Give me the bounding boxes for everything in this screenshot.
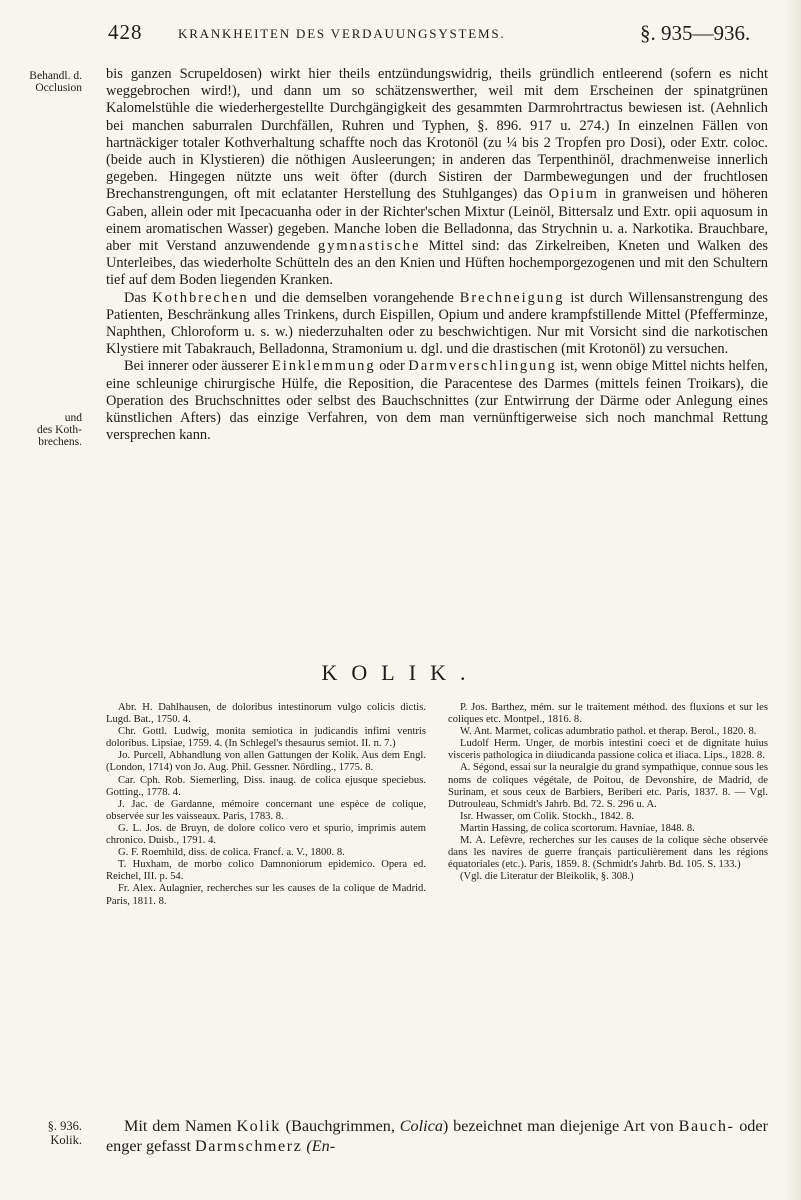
margin-note-kothbrechen: und des Koth- brechens. [36,412,82,448]
bibliography-right-column [448,702,768,908]
bibliography-entry: Martin Hassing, de colica scortorum. Havniae, 1848. 8. [460,822,695,834]
bibliography-entry: Ludolf Herm. Unger, de morbis intestini coeci et de dignitate huius visceris pathologica in diiudicanda passione colica et iliaca. Lips., 1828. 8. [448,738,768,762]
paragraph-treatment: bis ganzen Scrupeldosen) wirkt hier theils entzündungswidrig, theils gründlich entleerend (sofern es nicht weggebrochen wird!), und dann um so schätzenswerther, weil mit dem Erscheinen der spinatgrünen Kalomelstühle die wiederhergestellte Durchgängigkeit des gesammten Darmrohrtractus bewiesen ist. (Aehnlich bei manchen saburralen Durchfällen, Ruhren und Typhen, §. 896. 917 u. 274.) In einzelnen Fällen von hartnäckiger totaler Kothverhaltung schaffte noch das Krotonöl (zu ¼ bis 2 Tropfen pro Dosi), oder Extr. coloc. (beide auch in Klystieren) die nöthigen Ausleerungen; in anderen das Terpenthinöl, drachmenweise innerlich gegeben. Hingegen nützte uns weit öfter (durch Sistiren der Darmbewegungen und der fruchtlosen Brechanstrengungen, oft mit eclatanter Herstellung des Stuhlganges) das Opium in granweisen und höheren Gaben, allein oder mit Ipecacuanha oder in der Richter'schen Mixtur (Leinöl, Bittersalz und Extr. opii aquosum in einem aromatischen Wasser) gegeben. Manche loben die Belladonna, das Strychnin u. a. Narkotika. Brauchbare, aber mit Verstand anzuwendende gymnastische Mittel sind: das Zirkelreiben, Kneten und Walken des Unterleibes, das wiederholte Schütteln des an den Knien und Hüften hochemporgezogenen und mit den Schultern tief auf dem Boden liegenden Kranken. [106,66,769,289]
section-936-text [106,1116,768,1156]
paragraph-kolik-definition: Mit dem Namen Kolik (Bauchgrimmen, Colica) bezeichnet man diejenige Art von Bauch- oder enger gefasst Darmschmerz (En- [106,1117,768,1155]
margin-note-s936: §. 936. Kolik. [47,1119,82,1147]
section-range: §. 935—936. [640,21,751,45]
bibliography-entry: Car. Cph. Rob. Siemerling, Diss. inaug. de colica ejusque speciebus. Gotting., 1778. 4. [106,774,426,798]
bibliography-left-column [106,702,426,908]
page-edge-shadow [785,0,801,1200]
bibliography-entry: G. F. Roemhild, diss. de colica. Francf. a. V., 1800. 8. [118,847,345,859]
bibliography-entry: M. A. Lefèvre, recherches sur les causes de la colique sèche observée dans les navires de guerre français particulièrement dans les régions équatoriales (etc.). Paris, 1859. 8. (Schmidt's Jahrb. Bd. 105. S. 133.) [448,835,768,871]
bibliography-entry: P. Jos. Barthez, mém. sur le traitement méthod. des fluxions et sur les coliques etc. Montpel., 1816. 8. [448,702,768,726]
section-title-kolik: KOLIK. [321,660,480,685]
bibliography-entry: Isr. Hwasser, om Colik. Stockh., 1842. 8. [460,810,635,822]
bibliography [106,702,768,908]
page-number: 428 [108,20,143,44]
bibliography-entry: Chr. Gottl. Ludwig, monita semiotica in judicandis infimi ventris doloribus. Lipsiae, 1759. 4. (In Schlegel's thesaurus semiot. II. n. 7.) [106,726,426,750]
bibliography-entry: Abr. H. Dahlhausen, de doloribus intestinorum vulgo colicis dictis. Lugd. Bat., 1750. 4. [106,702,426,726]
bibliography-entry: Jo. Purcell, Abhandlung von allen Gattungen der Kolik. Aus dem Engl. (London, 1714) von Jo. Aug. Phil. Gessner. Nördling., 1775. 8. [106,750,426,774]
bibliography-entry: J. Jac. de Gardanne, mémoire concernant une espèce de colique, observée sur les vaisseaux. Paris, 1783. 8. [106,798,426,822]
bibliography-entry: W. Ant. Marmet, colicas adumbratio pathol. et therap. Berol., 1820. 8. [460,726,757,738]
running-title: KRANKHEITEN DES VERDAUUNGSYSTEMS. [178,26,506,41]
margin-note-occlusion: Behandl. d. Occlusion [29,70,82,94]
bibliography-entry: A. Ségond, essai sur la neuralgie du grand sympathique, connue sous les noms de coliques végétale, de Poitou, de Devonshire, de Madrid, de Surinam, et sous ceux de Barbiers, Beriberi etc. Paris, 1837. 8. — Vgl. Dutrouleau, Schmidt's Jahrb. Bd. 72. S. 296 u. A. [448,762,768,810]
paragraph-einklemmung: Bei innerer oder äusserer Einklemmung oder Darmverschlingung ist, wenn obige Mittel nichts helfen, eine schleunige chirurgische Hülfe, die Reposition, die Paracentese des Darmes (mittels feinen Troikars), die Operation des Bruchschnittes oder selbst des Bauchschnittes (zur Entwirrung der Därme oder Anlegung eines künstlichen Afters) das einzige Verfahren, von dem man vernünftigerweise sich noch manchmal Rettung versprechen kann. [106,358,769,444]
page-header [0,20,801,60]
main-text [106,66,768,444]
paragraph-kothbrechen: Das Kothbrechen und die demselben vorangehende Brechneigung ist durch Willensanstrengung des Patienten, Beschränkung alles Trinkens, durch Eispillen, Opium und andere krampfstillende Mittel (Pfefferminze, Naphthen, Chloroform u. s. w.) niederzuhalten oder zu beschwichtigen. Nur mit Vorsicht sind die narkotischen Klystiere mit Tabakrauch, Belladonna, Stramonium u. dgl. und die drastischen (mit Krotonöl) zu versuchen. [106,289,768,358]
bibliography-entry: Fr. Alex. Aulagnier, recherches sur les causes de la colique de Madrid. Paris, 1811. 8. [106,883,426,907]
bibliography-entry: (Vgl. die Literatur der Bleikolik, §. 308.) [460,871,634,883]
bibliography-entry: T. Huxham, de morbo colico Damnoniorum epidemico. Opera ed. Reichel, III. p. 54. [106,859,426,883]
bibliography-entry: G. L. Jos. de Bruyn, de dolore colico vero et spurio, imprimis autem chronico. Duisb., 1791. 4. [106,822,426,847]
